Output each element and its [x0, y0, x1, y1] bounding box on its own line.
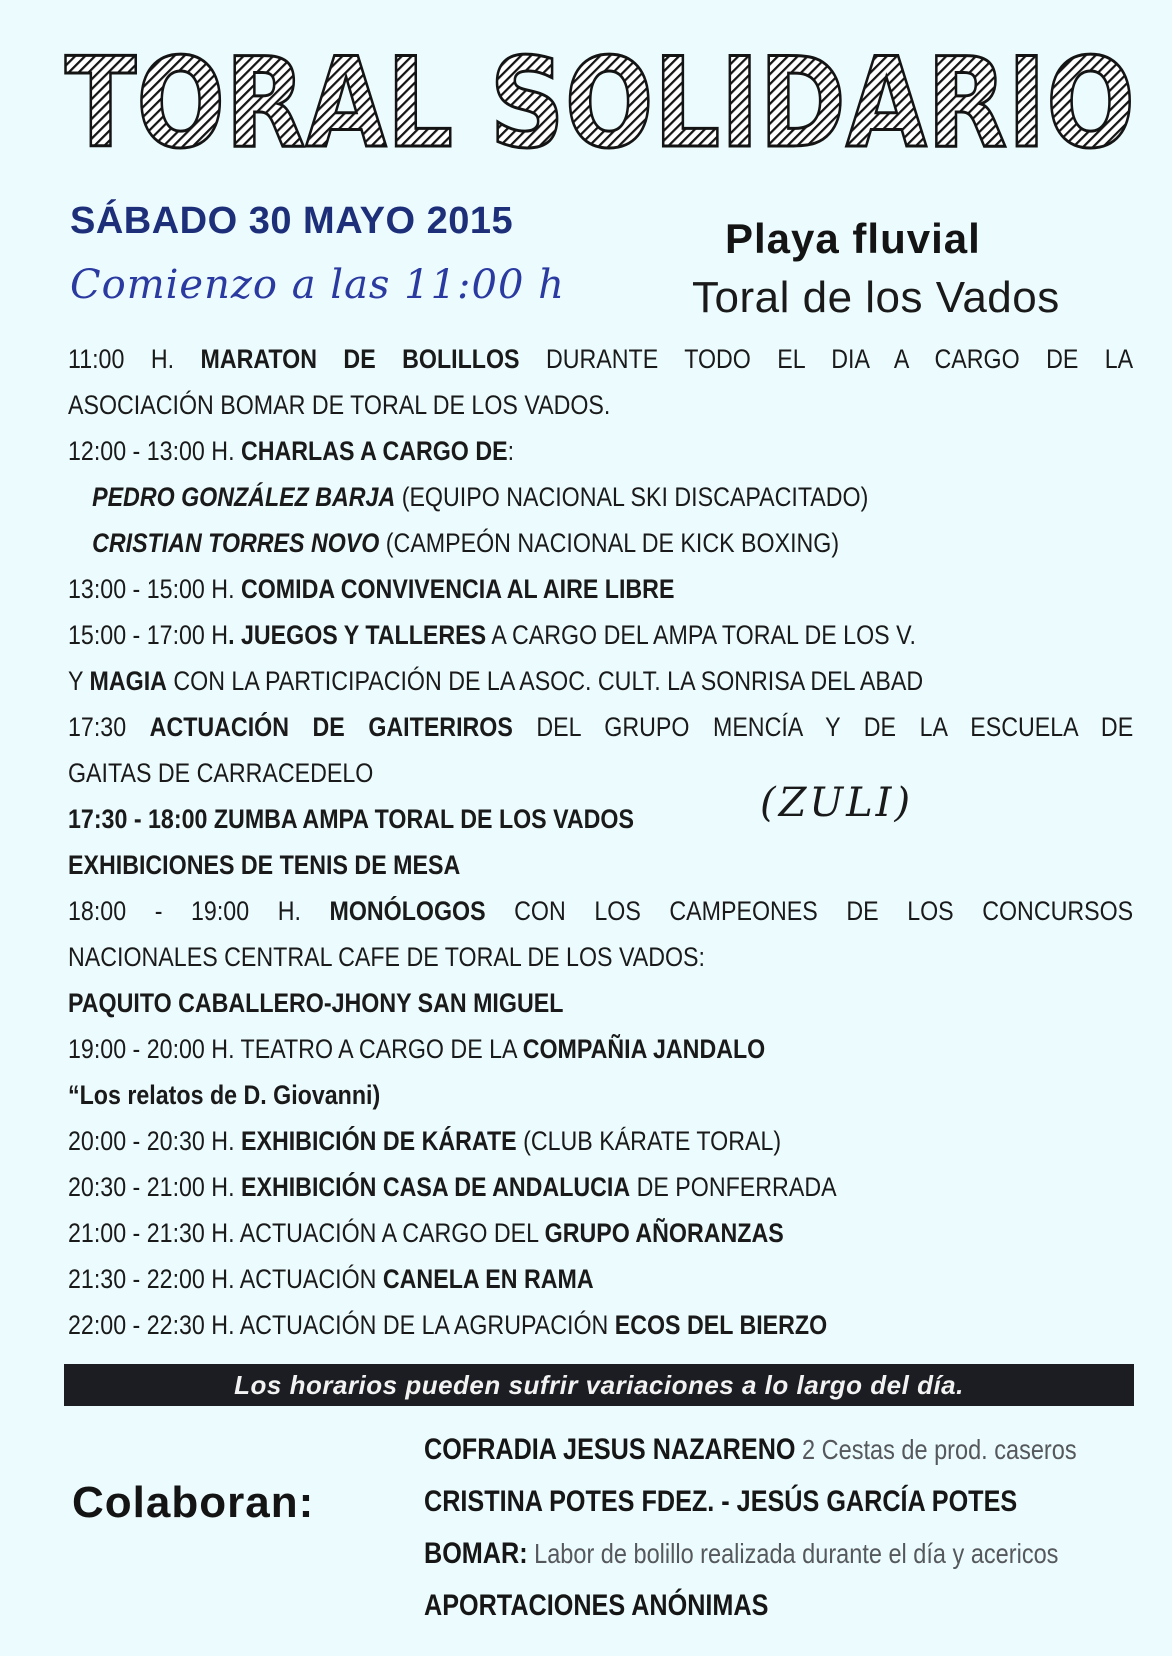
venue-title: Playa fluvial [725, 215, 981, 262]
program-line: 22:00 - 22:30 H. ACTUACIÓN DE LA AGRUPACIÓN ECOS DEL BIERZO [68, 1310, 828, 1340]
program-line: ASOCIACIÓN BOMAR DE TORAL DE LOS VADOS. [68, 390, 611, 420]
program-line: PAQUITO CABALLERO-JHONY SAN MIGUEL [68, 988, 564, 1018]
program-line: CRISTIAN TORRES NOVO (CAMPEÓN NACIONAL DE KICK BOXING) [92, 528, 840, 558]
program-line: PEDRO GONZÁLEZ BARJA (EQUIPO NACIONAL SKI DISCAPACITADO) [92, 482, 869, 512]
program-line: 21:30 - 22:00 H. ACTUACIÓN CANELA EN RAMA [68, 1264, 594, 1294]
program-line: 17:30 ACTUACIÓN DE GAITERIROS DEL GRUPO MENCÍA Y DE LA ESCUELA DE [68, 712, 1134, 742]
program-line: 17:30 - 18:00 ZUMBA AMPA TORAL DE LOS VADOS [68, 804, 634, 834]
event-date: SÁBADO 30 MAYO 2015 [70, 200, 514, 242]
collaborator-line: BOMAR: Labor de bolillo realizada durante el día y acericos [424, 1537, 1059, 1570]
collaborator-line: CRISTINA POTES FDEZ. - JESÚS GARCÍA POTES [424, 1485, 1018, 1518]
program-line: 21:00 - 21:30 H. ACTUACIÓN A CARGO DEL GRUPO AÑORANZAS [68, 1218, 784, 1248]
program-line: 15:00 - 17:00 H. JUEGOS Y TALLERES A CARGO DEL AMPA TORAL DE LOS V. [68, 620, 916, 650]
collaborators-list [424, 1424, 1144, 1632]
colaboran-label: Colaboran: [72, 1478, 315, 1527]
program-list [68, 336, 1133, 1348]
program-line: 18:00 - 19:00 H. MONÓLOGOS CON LOS CAMPEONES DE LOS CONCURSOS [68, 896, 1134, 926]
start-time: Comienzo a las 11:00 h [70, 262, 565, 308]
schedule-notice-text: Los horarios pueden sufrir variaciones a lo largo del día. [234, 1369, 964, 1400]
program-line: 20:30 - 21:00 H. EXHIBICIÓN CASA DE ANDALUCIA DE PONFERRADA [68, 1172, 837, 1202]
program-line: 11:00 H. MARATON DE BOLILLOS DURANTE TODO EL DIA A CARGO DE LA [68, 344, 1134, 374]
program-line: 12:00 - 13:00 H. CHARLAS A CARGO DE: [68, 436, 515, 466]
schedule-notice-bar [64, 1364, 1134, 1406]
venue-place: Toral de los Vados [692, 273, 1060, 322]
program-line: GAITAS DE CARRACEDELO [68, 758, 374, 788]
title-text: TORAL SOLIDARIO [65, 40, 1135, 170]
handwritten-note: (ZULI) [760, 780, 914, 826]
program-line: 13:00 - 15:00 H. COMIDA CONVIVENCIA AL AIRE LIBRE [68, 574, 675, 604]
program-line: Y MAGIA CON LA PARTICIPACIÓN DE LA ASOC. CULT. LA SONRISA DEL ABAD [68, 666, 924, 696]
flyer-title [60, 40, 1140, 170]
collaborator-line: APORTACIONES ANÓNIMAS [424, 1589, 769, 1622]
program-line: 19:00 - 20:00 H. TEATRO A CARGO DE LA COMPAÑIA JANDALO [68, 1034, 766, 1064]
hatched-title-graphic [60, 40, 1140, 170]
program-line: “Los relatos de D. Giovanni) [68, 1080, 381, 1110]
program-line: 20:00 - 20:30 H. EXHIBICIÓN DE KÁRATE (CLUB KÁRATE TORAL) [68, 1126, 782, 1156]
program-line: NACIONALES CENTRAL CAFE DE TORAL DE LOS VADOS: [68, 942, 706, 972]
collaborator-line: COFRADIA JESUS NAZARENO 2 Cestas de prod. caseros [424, 1433, 1077, 1466]
program-line: EXHIBICIONES DE TENIS DE MESA [68, 850, 461, 880]
